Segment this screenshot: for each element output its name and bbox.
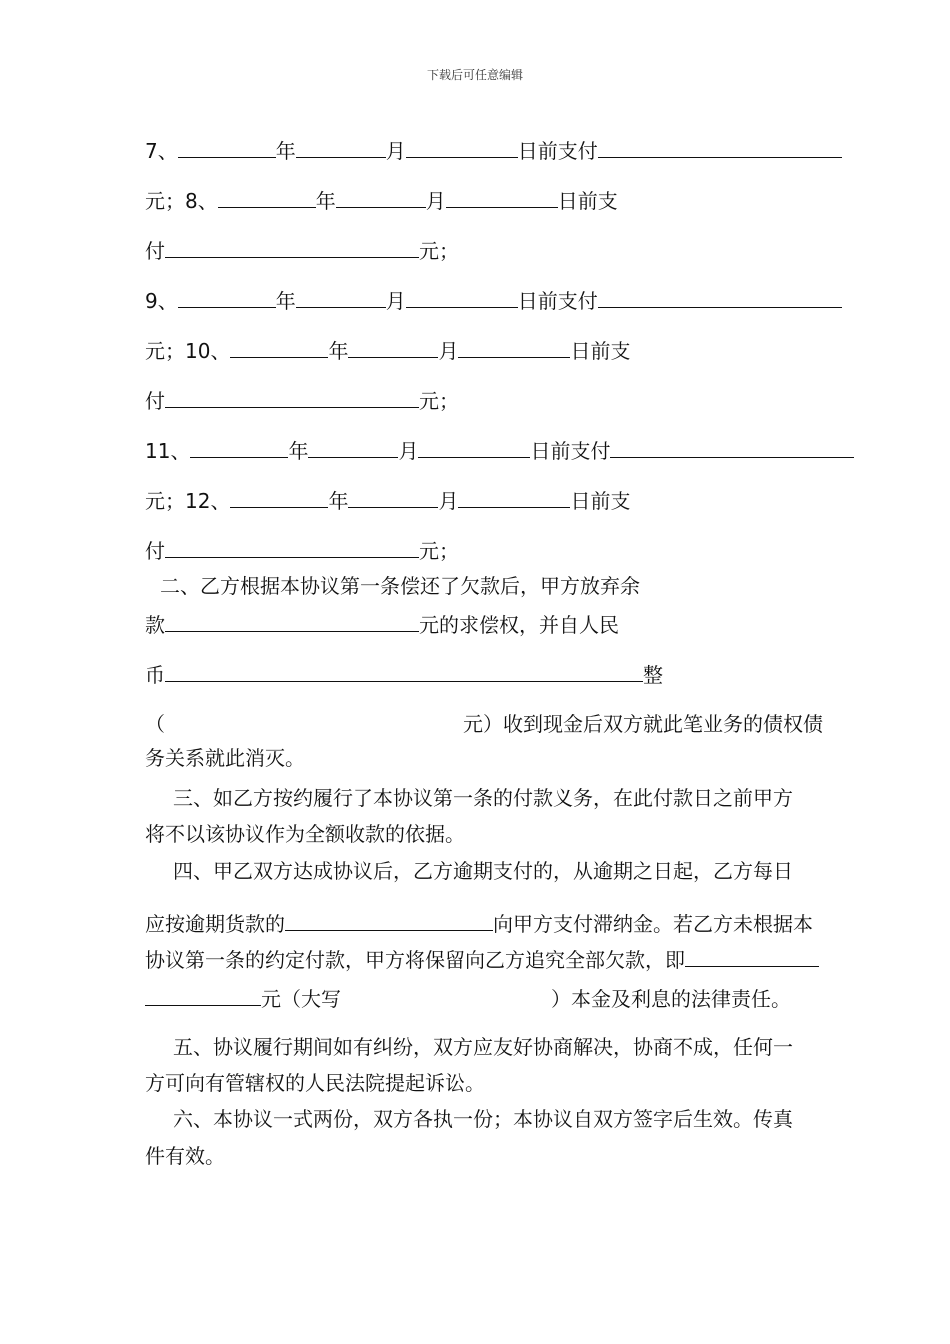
blank-month-10[interactable] xyxy=(348,337,438,358)
blank-waived-amount[interactable] xyxy=(165,611,419,632)
pay-label: 付 xyxy=(145,239,165,263)
installment-8-amount-line xyxy=(145,237,459,264)
year-label: 年 xyxy=(275,139,296,163)
clause-text: 向甲方支付滞纳金。若乙方未根据本 xyxy=(493,912,813,936)
day-pay-label: 日前支 xyxy=(570,489,631,513)
day-pay-label: 日前支付 xyxy=(530,439,611,463)
clause-6-line-2: 件有效。 xyxy=(145,1144,225,1168)
blank-amount-10[interactable] xyxy=(165,387,419,408)
clause-text: 元（大写 xyxy=(261,987,341,1011)
item-number-12: 12、 xyxy=(185,489,231,513)
item-number-10: 10、 xyxy=(185,339,231,363)
clause-text: 元的求偿权，并自人民 xyxy=(419,613,619,637)
blank-year-7[interactable] xyxy=(178,137,276,158)
blank-year-12[interactable] xyxy=(230,487,328,508)
year-label: 年 xyxy=(275,289,296,313)
page-header: 下载后可任意编辑 xyxy=(426,68,523,82)
blank-month-8[interactable] xyxy=(336,187,426,208)
month-label: 月 xyxy=(398,439,419,463)
yuan-label: 元； xyxy=(145,189,185,213)
year-label: 年 xyxy=(315,189,336,213)
blank-year-10[interactable] xyxy=(230,337,328,358)
day-pay-label: 日前支付 xyxy=(517,289,598,313)
blank-month-11[interactable] xyxy=(308,437,398,458)
clause-2-line-3 xyxy=(145,661,663,688)
clause-3-line-2: 将不以该协议作为全额收款的依据。 xyxy=(145,822,465,846)
month-label: 月 xyxy=(438,489,459,513)
blank-day-10[interactable] xyxy=(458,337,570,358)
installment-12-amount-line xyxy=(145,537,459,564)
clause-text: 协议第一条的约定付款，甲方将保留向乙方追究全部欠款，即 xyxy=(145,948,685,972)
yuan-label: 元； xyxy=(145,489,185,513)
yuan-label: 元； xyxy=(419,389,459,413)
installment-7-line xyxy=(145,137,842,164)
installment-12-line xyxy=(145,487,630,514)
blank-year-9[interactable] xyxy=(178,287,276,308)
clause-5-line-1: 五、协议履行期间如有纠纷，双方应友好协商解决，协商不成，任何一 xyxy=(173,1035,793,1059)
clause-2-line-4 xyxy=(145,711,823,737)
month-label: 月 xyxy=(438,339,459,363)
yuan-label: 元； xyxy=(145,339,185,363)
month-label: 月 xyxy=(385,139,406,163)
clause-4-line-2 xyxy=(145,910,813,937)
clause-text: 币 xyxy=(145,663,165,687)
pay-label: 付 xyxy=(145,389,165,413)
clause-4-line-3 xyxy=(145,946,819,973)
blank-year-11[interactable] xyxy=(190,437,288,458)
pay-label: 付 xyxy=(145,539,165,563)
blank-total-debt-cont[interactable] xyxy=(145,985,261,1006)
clause-6-line-1: 六、本协议一式两份，双方各执一份；本协议自双方签字后生效。传真 xyxy=(173,1107,793,1131)
blank-rmb-uppercase[interactable] xyxy=(165,661,643,682)
item-number-9: 9、 xyxy=(145,289,178,313)
clause-2-line-1: 二、乙方根据本协议第一条偿还了欠款后，甲方放弃余 xyxy=(160,574,640,598)
yuan-label: 元； xyxy=(419,239,459,263)
clause-2-line-2 xyxy=(145,611,619,638)
installment-10-line xyxy=(145,337,630,364)
blank-total-debt[interactable] xyxy=(685,946,819,967)
installment-8-line xyxy=(145,187,618,214)
installment-10-amount-line xyxy=(145,387,459,414)
yuan-label: 元； xyxy=(419,539,459,563)
blank-year-8[interactable] xyxy=(218,187,316,208)
blank-amount-7[interactable] xyxy=(598,137,842,158)
blank-month-7[interactable] xyxy=(296,137,386,158)
blank-amount-9[interactable] xyxy=(598,287,842,308)
clause-2-line-5: 务关系就此消灭。 xyxy=(145,746,305,770)
blank-day-8[interactable] xyxy=(446,187,558,208)
month-label: 月 xyxy=(425,189,446,213)
blank-day-11[interactable] xyxy=(418,437,530,458)
clause-text: （ xyxy=(145,712,165,736)
item-number-8: 8、 xyxy=(185,189,218,213)
blank-month-9[interactable] xyxy=(296,287,386,308)
item-number-7: 7、 xyxy=(145,139,178,163)
year-label: 年 xyxy=(288,439,309,463)
clause-text: 应按逾期货款的 xyxy=(145,912,285,936)
clause-5-line-2: 方可向有管辖权的人民法院提起诉讼。 xyxy=(145,1071,485,1095)
year-label: 年 xyxy=(328,339,349,363)
blank-amount-12[interactable] xyxy=(165,537,419,558)
month-label: 月 xyxy=(385,289,406,313)
blank-month-12[interactable] xyxy=(348,487,438,508)
clause-4-line-1: 四、甲乙双方达成协议后，乙方逾期支付的，从逾期之日起，乙方每日 xyxy=(173,859,793,883)
blank-late-fee-rate[interactable] xyxy=(285,910,493,931)
installment-11-line xyxy=(145,437,854,464)
blank-day-7[interactable] xyxy=(406,137,518,158)
installment-9-line xyxy=(145,287,842,314)
day-pay-label: 日前支 xyxy=(570,339,631,363)
blank-amount-11[interactable] xyxy=(610,437,854,458)
blank-amount-8[interactable] xyxy=(165,237,419,258)
clause-text: ）本金及利息的法律责任。 xyxy=(551,987,791,1011)
item-number-11: 11、 xyxy=(145,439,191,463)
blank-day-9[interactable] xyxy=(406,287,518,308)
clause-text: 款 xyxy=(145,613,165,637)
blank-day-12[interactable] xyxy=(458,487,570,508)
year-label: 年 xyxy=(328,489,349,513)
clause-text: 元）收到现金后双方就此笔业务的债权债 xyxy=(463,712,823,736)
clause-text: 整 xyxy=(643,663,663,687)
day-pay-label: 日前支付 xyxy=(517,139,598,163)
day-pay-label: 日前支 xyxy=(557,189,618,213)
clause-3-line-1: 三、如乙方按约履行了本协议第一条的付款义务，在此付款日之前甲方 xyxy=(173,786,793,810)
clause-4-line-4 xyxy=(145,985,791,1012)
